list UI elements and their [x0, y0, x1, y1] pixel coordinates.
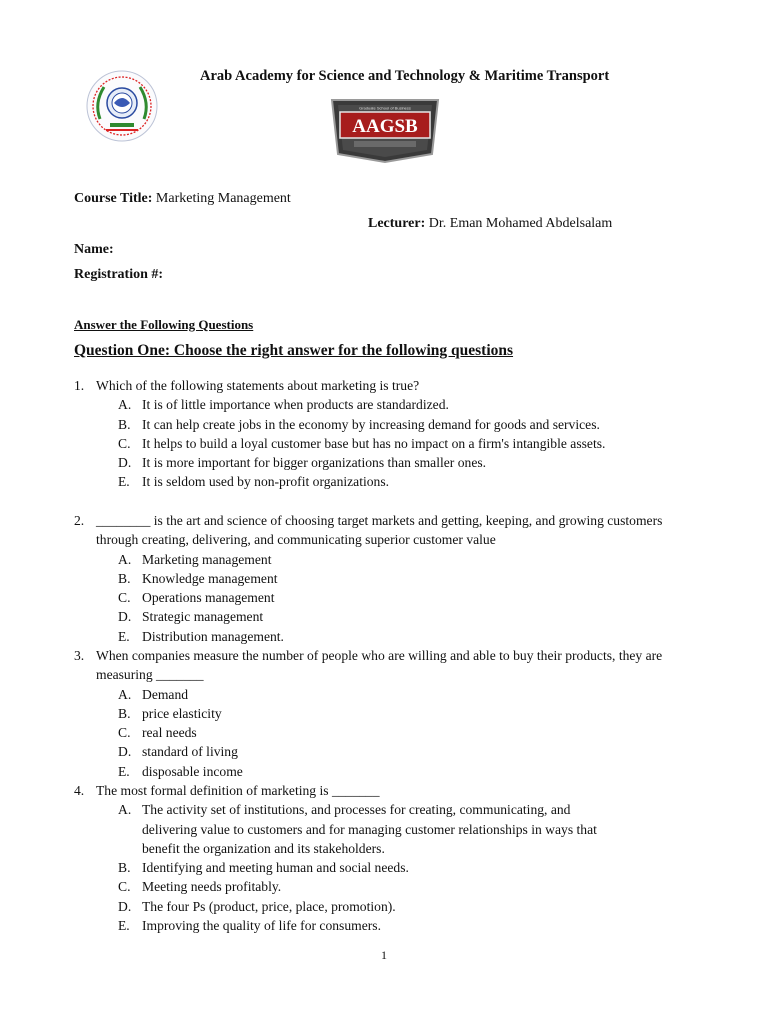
option-text: Knowledge management — [142, 570, 278, 586]
page-number: 1 — [381, 948, 387, 962]
option-list — [74, 395, 694, 491]
option-text: It is seldom used by non-profit organizations. — [142, 474, 390, 490]
option-letter: A. — [118, 551, 132, 567]
option-item — [74, 453, 694, 472]
option-text: Strategic management — [142, 609, 264, 625]
option-item — [74, 800, 694, 858]
option-letter: E. — [118, 918, 130, 934]
course-title-value: Marketing Management — [152, 191, 291, 206]
option-item — [74, 877, 694, 896]
question-3 — [74, 646, 694, 781]
option-item — [74, 607, 694, 626]
option-text: Identifying and meeting human and social needs. — [142, 860, 409, 876]
option-letter: D. — [118, 898, 132, 914]
option-letter: A. — [118, 397, 132, 413]
option-letter: D. — [118, 609, 132, 625]
option-text: The four Ps (product, price, place, promotion). — [142, 898, 396, 914]
option-item — [74, 415, 694, 434]
option-item — [74, 762, 694, 781]
option-item — [74, 627, 694, 646]
option-item — [74, 897, 694, 916]
question-number: 2. — [74, 513, 85, 528]
option-letter: C. — [118, 590, 131, 606]
aagsb-logo — [328, 96, 442, 164]
option-text: disposable income — [142, 763, 243, 779]
option-text: Demand — [142, 686, 189, 702]
question-text: Which of the following statements about marketing is true? — [96, 378, 420, 393]
option-item — [74, 723, 694, 742]
option-text: Operations management — [142, 590, 275, 606]
registration-label: Registration #: — [74, 267, 164, 282]
option-item — [74, 916, 694, 935]
section-title: Question One: Choose the right answer for the following questions — [74, 342, 514, 359]
option-letter: E. — [118, 474, 130, 490]
option-letter: C. — [118, 435, 131, 451]
question-number: 1. — [74, 378, 85, 393]
option-item — [74, 550, 694, 569]
option-letter: D. — [118, 455, 132, 471]
question-text: The most formal definition of marketing is _______ — [96, 783, 380, 798]
option-text: standard of living — [142, 744, 238, 760]
option-letter: C. — [118, 725, 131, 741]
option-text: Improving the quality of life for consumers. — [142, 918, 381, 934]
name-label: Name: — [74, 242, 114, 257]
option-letter: B. — [118, 860, 131, 876]
option-text: Distribution management. — [142, 628, 284, 644]
question-number: 3. — [74, 648, 85, 663]
option-letter: E. — [118, 763, 130, 779]
option-letter: B. — [118, 705, 131, 721]
academy-emblem-logo — [86, 69, 158, 143]
aagsb-logo-text: AAGSB — [352, 116, 418, 137]
option-text: It is more important for bigger organizations than smaller ones. — [142, 455, 487, 471]
lecturer-line — [368, 216, 612, 232]
option-letter: D. — [118, 744, 132, 760]
option-text: It can help create jobs in the economy by increasing demand for goods and services. — [142, 416, 600, 432]
option-text: real needs — [142, 725, 197, 741]
option-letter: B. — [118, 570, 131, 586]
institution-title: Arab Academy for Science and Technology & Maritime Transport — [200, 68, 610, 84]
course-title-label: Course Title: — [74, 191, 153, 206]
lecturer-value: Dr. Eman Mohamed Abdelsalam — [425, 216, 613, 231]
lecturer-label: Lecturer: — [368, 216, 426, 231]
option-item — [74, 569, 694, 588]
question-text: ________ is the art and science of choosing target markets and getting, keeping, and growing customers through creating, delivering, and communicating superior customer value — [96, 513, 663, 548]
option-item — [74, 704, 694, 723]
aagsb-logo-tagline: Graduate School of Business — [359, 105, 411, 111]
option-text: Meeting needs profitably. — [142, 879, 282, 895]
option-item — [74, 472, 694, 491]
option-list — [74, 685, 694, 781]
option-letter: B. — [118, 416, 131, 432]
option-text: Marketing management — [142, 551, 272, 567]
question-4 — [74, 781, 694, 935]
instructions-heading: Answer the Following Questions — [74, 317, 254, 332]
option-text: The activity set of institutions, and processes for creating, communicating, and delivering value to customers and for managing customer relationships in ways that benefit the organization and its stakeholders. — [142, 802, 597, 856]
option-item — [74, 588, 694, 607]
option-text: It is of little importance when products are standardized. — [142, 397, 449, 413]
option-letter: E. — [118, 628, 130, 644]
question-1 — [74, 376, 694, 492]
option-item — [74, 858, 694, 877]
option-item — [74, 685, 694, 704]
option-letter: A. — [118, 686, 132, 702]
option-text: It helps to build a loyal customer base but has no impact on a firm's intangible assets. — [142, 435, 606, 451]
question-2 — [74, 511, 694, 646]
option-list — [74, 800, 694, 935]
option-letter: A. — [118, 802, 132, 818]
course-title-line — [74, 191, 291, 207]
option-item — [74, 434, 694, 453]
option-letter: C. — [118, 879, 131, 895]
question-number: 4. — [74, 783, 85, 798]
option-item — [74, 742, 694, 761]
option-item — [74, 395, 694, 414]
option-text: price elasticity — [142, 705, 222, 721]
option-list — [74, 550, 694, 646]
question-text: When companies measure the number of people who are willing and able to buy their products, they are measuring _______ — [96, 648, 663, 683]
